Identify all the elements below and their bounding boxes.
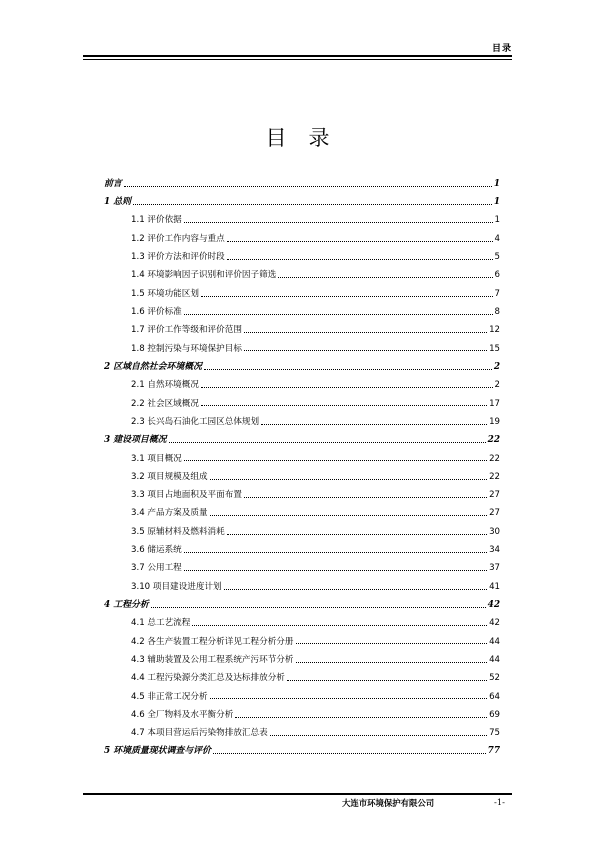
toc-entry-title: 1 总则 bbox=[104, 197, 132, 208]
toc-entry-page: 41 bbox=[489, 581, 500, 592]
toc-entry-title: 4.6 全厂物料及水平衡分析 bbox=[131, 709, 234, 720]
toc-entry-title: 3.2 项目规模及组成 bbox=[131, 471, 208, 482]
toc-dot-leader bbox=[184, 552, 487, 553]
toc-entry-page: 1 bbox=[493, 178, 500, 189]
toc-section-entry[interactable] bbox=[104, 706, 500, 724]
toc-entry-title: 4.1 总工艺流程 bbox=[131, 618, 191, 629]
toc-entry-page: 44 bbox=[489, 654, 500, 665]
toc-section-entry[interactable] bbox=[104, 340, 500, 358]
header-rule-thin bbox=[83, 59, 512, 60]
toc-entry-page: 2 bbox=[493, 361, 500, 372]
toc-section-entry[interactable] bbox=[104, 505, 500, 523]
toc-dot-leader bbox=[201, 296, 493, 297]
toc-chapter-entry[interactable] bbox=[104, 431, 500, 449]
toc-dot-leader bbox=[227, 241, 493, 242]
footer-page-number: -1- bbox=[494, 797, 505, 807]
toc-dot-leader bbox=[169, 442, 486, 443]
toc-dot-leader bbox=[287, 680, 487, 681]
footer-rule bbox=[83, 793, 512, 795]
toc-section-entry[interactable] bbox=[104, 615, 500, 633]
toc-entry-title: 2.2 社会区域概况 bbox=[131, 398, 199, 409]
toc-entry-title: 1.8 控制污染与环境保护目标 bbox=[131, 343, 242, 354]
toc-entry-page: 15 bbox=[489, 343, 500, 354]
footer-company: 大连市环境保护有限公司 bbox=[342, 798, 435, 808]
toc-section-entry[interactable] bbox=[104, 651, 500, 669]
toc-dot-leader bbox=[296, 662, 488, 663]
toc-entry-title: 1.5 环境功能区划 bbox=[131, 288, 199, 299]
toc-dot-leader bbox=[184, 460, 487, 461]
toc-dot-leader bbox=[244, 497, 487, 498]
toc-dot-leader bbox=[296, 643, 488, 644]
toc-entry-title: 2.3 长兴岛石油化工园区总体规划 bbox=[131, 416, 260, 427]
toc-section-entry[interactable] bbox=[104, 541, 500, 559]
toc-chapter-entry[interactable] bbox=[104, 175, 500, 193]
toc-section-entry[interactable] bbox=[104, 688, 500, 706]
toc-dot-leader bbox=[244, 332, 487, 333]
toc-entry-title: 2 区域自然社会环境概况 bbox=[104, 361, 203, 372]
toc-entry-page: 2 bbox=[494, 380, 500, 391]
toc-dot-leader bbox=[244, 350, 487, 351]
toc-dot-leader bbox=[261, 424, 487, 425]
toc-dot-leader bbox=[227, 534, 487, 535]
toc-entry-page: 37 bbox=[489, 563, 500, 574]
toc-section-entry[interactable] bbox=[104, 724, 500, 742]
toc-section-entry[interactable] bbox=[104, 450, 500, 468]
toc-entry-page: 19 bbox=[489, 416, 500, 427]
toc-entry-title: 3 建设项目概况 bbox=[104, 435, 167, 446]
toc-entry-page: 22 bbox=[489, 453, 500, 464]
toc-section-entry[interactable] bbox=[104, 376, 500, 394]
toc-dot-leader bbox=[184, 570, 487, 571]
toc-entry-page: 77 bbox=[487, 746, 500, 757]
toc-entry-title: 3.6 储运系统 bbox=[131, 545, 182, 556]
toc-dot-leader bbox=[227, 259, 493, 260]
toc-entry-page: 34 bbox=[489, 545, 500, 556]
toc-dot-leader bbox=[204, 369, 492, 370]
toc-entry-page: 12 bbox=[489, 325, 500, 336]
toc-section-entry[interactable] bbox=[104, 413, 500, 431]
toc-section-entry[interactable] bbox=[104, 578, 500, 596]
toc-entry-page: 22 bbox=[487, 435, 500, 446]
toc-entry-page: 17 bbox=[489, 398, 500, 409]
toc-section-entry[interactable] bbox=[104, 633, 500, 651]
toc-entry-title: 5 环境质量现状调查与评价 bbox=[104, 746, 211, 757]
toc-chapter-entry[interactable] bbox=[104, 743, 500, 761]
toc-dot-leader bbox=[213, 753, 486, 754]
toc-section-entry[interactable] bbox=[104, 523, 500, 541]
toc-dot-leader bbox=[210, 698, 488, 699]
toc-chapter-entry[interactable] bbox=[104, 193, 500, 211]
toc-section-entry[interactable] bbox=[104, 322, 500, 340]
toc-section-entry[interactable] bbox=[104, 230, 500, 248]
toc-entry-title: 1.3 评价方法和评价时段 bbox=[131, 252, 225, 263]
toc-entry-title: 3.10 项目建设进度计划 bbox=[131, 581, 222, 592]
table-of-contents bbox=[104, 175, 500, 761]
toc-section-entry[interactable] bbox=[104, 248, 500, 266]
toc-entry-title: 3.3 项目占地面积及平面布置 bbox=[131, 490, 242, 501]
toc-dot-leader bbox=[133, 204, 492, 205]
toc-dot-leader bbox=[184, 314, 493, 315]
toc-entry-page: 42 bbox=[489, 618, 500, 629]
toc-entry-title: 1.2 评价工作内容与重点 bbox=[131, 233, 225, 244]
toc-dot-leader bbox=[210, 515, 488, 516]
toc-entry-page: 27 bbox=[489, 508, 500, 519]
toc-entry-title: 4.7 本项目营运后污染物排放汇总表 bbox=[131, 728, 268, 739]
toc-dot-leader bbox=[224, 589, 487, 590]
toc-entry-title: 前言 bbox=[104, 178, 122, 189]
toc-dot-leader bbox=[192, 625, 487, 626]
toc-entry-page: 42 bbox=[487, 599, 500, 610]
toc-dot-leader bbox=[151, 607, 486, 608]
toc-entry-page: 64 bbox=[489, 691, 500, 702]
toc-section-entry[interactable] bbox=[104, 285, 500, 303]
toc-entry-title: 4.4 工程污染源分类汇总及达标排放分析 bbox=[131, 673, 285, 684]
toc-entry-page: 4 bbox=[494, 233, 500, 244]
toc-entry-page: 6 bbox=[494, 270, 500, 281]
page-title: 目录 bbox=[265, 126, 352, 150]
toc-dot-leader bbox=[201, 405, 487, 406]
toc-section-entry[interactable] bbox=[104, 303, 500, 321]
toc-entry-title: 1.1 评价依据 bbox=[131, 215, 182, 226]
toc-entry-title: 3.4 产品方案及质量 bbox=[131, 508, 208, 519]
toc-dot-leader bbox=[278, 277, 492, 278]
toc-section-entry[interactable] bbox=[104, 395, 500, 413]
running-header: 目录 bbox=[491, 44, 512, 54]
toc-dot-leader bbox=[201, 387, 493, 388]
toc-entry-title: 4.2 各生产装置工程分析详见工程分析分册 bbox=[131, 636, 294, 647]
toc-section-entry[interactable] bbox=[104, 669, 500, 687]
toc-dot-leader bbox=[270, 735, 487, 736]
toc-section-entry[interactable] bbox=[104, 486, 500, 504]
toc-entry-title: 1.4 环境影响因子识别和评价因子筛选 bbox=[131, 270, 277, 281]
toc-chapter-entry[interactable] bbox=[104, 358, 500, 376]
toc-entry-page: 27 bbox=[489, 490, 500, 501]
toc-section-entry[interactable] bbox=[104, 468, 500, 486]
toc-entry-page: 1 bbox=[493, 197, 500, 208]
header-rule-thick bbox=[83, 55, 512, 57]
toc-chapter-entry[interactable] bbox=[104, 596, 500, 614]
toc-entry-page: 44 bbox=[489, 636, 500, 647]
toc-entry-title: 4.3 辅助装置及公用工程系统产污环节分析 bbox=[131, 654, 294, 665]
toc-entry-title: 4.5 非正常工况分析 bbox=[131, 691, 208, 702]
toc-entry-title: 3.7 公用工程 bbox=[131, 563, 182, 574]
toc-dot-leader bbox=[210, 479, 488, 480]
toc-dot-leader bbox=[184, 222, 493, 223]
toc-entry-page: 7 bbox=[494, 288, 500, 299]
toc-entry-page: 52 bbox=[489, 673, 500, 684]
toc-entry-page: 69 bbox=[489, 709, 500, 720]
toc-entry-title: 1.7 评价工作等级和评价范围 bbox=[131, 325, 242, 336]
toc-entry-title: 3.1 项目概况 bbox=[131, 453, 182, 464]
toc-entry-page: 1 bbox=[494, 215, 500, 226]
toc-entry-title: 2.1 自然环境概况 bbox=[131, 380, 199, 391]
toc-entry-title: 3.5 原辅材料及燃料消耗 bbox=[131, 526, 225, 537]
toc-section-entry[interactable] bbox=[104, 267, 500, 285]
toc-section-entry[interactable] bbox=[104, 212, 500, 230]
toc-entry-page: 22 bbox=[489, 471, 500, 482]
toc-entry-page: 30 bbox=[489, 526, 500, 537]
toc-dot-leader bbox=[124, 186, 492, 187]
toc-entry-title: 1.6 评价标准 bbox=[131, 307, 182, 318]
toc-entry-page: 5 bbox=[494, 252, 500, 263]
toc-entry-page: 8 bbox=[494, 307, 500, 318]
toc-section-entry[interactable] bbox=[104, 560, 500, 578]
toc-dot-leader bbox=[235, 717, 487, 718]
toc-entry-page: 75 bbox=[489, 728, 500, 739]
toc-entry-title: 4 工程分析 bbox=[104, 599, 149, 610]
